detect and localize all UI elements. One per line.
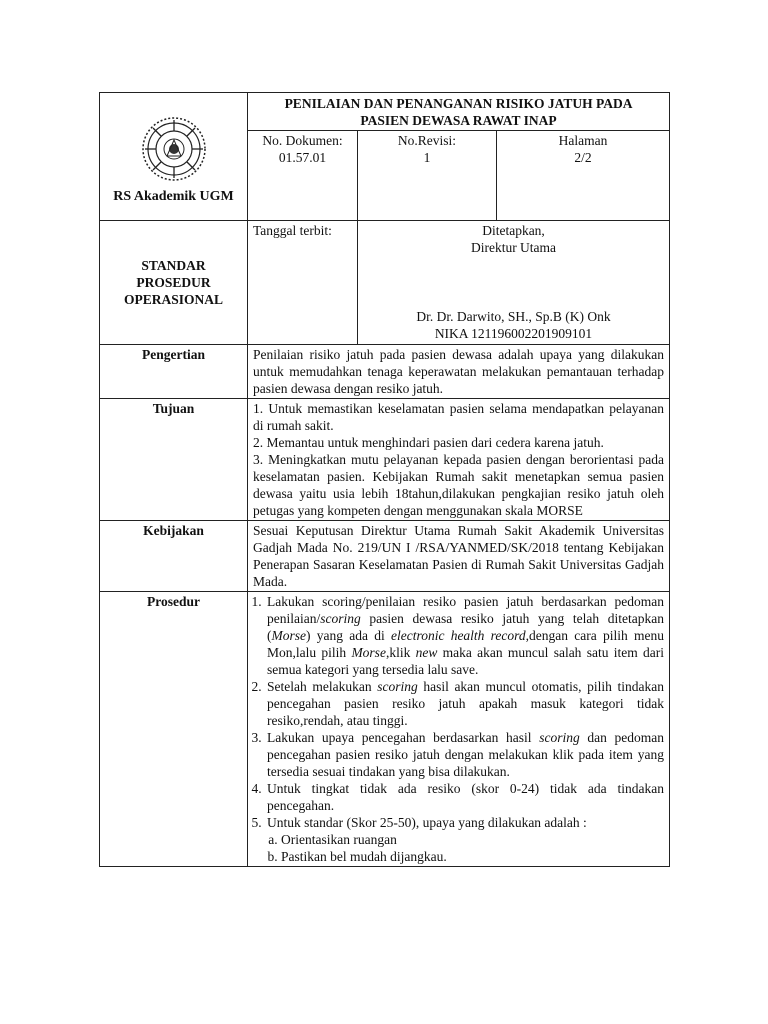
procedure-sub-list xyxy=(267,831,664,865)
director-name: Dr. Dr. Darwito, SH., Sp.B (K) Onk xyxy=(416,309,611,324)
revision-label: No.Revisi: xyxy=(397,133,457,148)
procedure-step: 5. Untuk standar (Skor 25-50), upaya yang dilakukan adalah : a. Orientasikan ruangan b. Pastikan bel mudah dijangkau. xyxy=(265,814,664,865)
tujuan-content xyxy=(248,399,670,521)
approved-label: Ditetapkan, xyxy=(482,223,545,238)
revision-value: 1 xyxy=(423,150,431,165)
doc-number-cell xyxy=(248,131,358,221)
hospital-logo-cell xyxy=(100,93,248,221)
page-cell xyxy=(497,131,670,221)
doc-number-label: No. Dokumen: xyxy=(262,133,343,148)
ugm-seal-icon xyxy=(141,116,207,182)
approval-block xyxy=(358,221,670,345)
kebijakan-label: Kebijakan xyxy=(100,521,248,592)
tujuan-item: 1. Untuk memastikan keselamatan pasien selama mendapatkan pelayanan di rumah sakit. xyxy=(253,401,665,433)
approver-title: Direktur Utama xyxy=(470,240,557,255)
sop-label: STANDAR PROSEDUR OPERASIONAL xyxy=(100,221,248,345)
issue-date-label: Tanggal terbit: xyxy=(253,223,332,238)
sop-table xyxy=(99,92,670,867)
procedure-sub-item: a. Orientasikan ruangan xyxy=(281,831,664,848)
revision-cell xyxy=(358,131,497,221)
doc-number-value: 01.57.01 xyxy=(278,150,327,165)
director-id: NIKA 121196002201909101 xyxy=(434,326,593,341)
prosedur-label: Prosedur xyxy=(100,592,248,867)
procedure-step: 2. Setelah melakukan scoring hasil akan muncul otomatis, pilih tindakan pencegahan pasien resiko jatuh apakah masuk kategori tidak resiko,rendah, atau tinggi. xyxy=(265,678,664,729)
pengertian-text: Penilaian risiko jatuh pada pasien dewasa adalah upaya yang dilakukan untuk memudahkan tenaga keperawatan melakukan pemantauan terhadap pasien dewasa dengan resiko jatuh. xyxy=(248,345,670,399)
procedure-list xyxy=(253,593,664,865)
procedure-step: 4. Untuk tingkat tidak ada resiko (skor 0-24) tidak ada tindakan pencegahan. xyxy=(265,780,664,814)
prosedur-content xyxy=(248,592,670,867)
issue-date-cell xyxy=(248,221,358,345)
page-value: 2/2 xyxy=(574,150,592,165)
procedure-step: 3. Lakukan upaya pencegahan berdasarkan hasil scoring dan pedoman pencegahan pasien resiko jatuh dengan melakukan klik pada item yang tersedia sesuai tindakan yang bisa dilakukan. xyxy=(265,729,664,780)
sop-document xyxy=(99,92,669,867)
page-label: Halaman xyxy=(558,133,608,148)
tujuan-item: 2. Memantau untuk menghindari pasien dari cedera karena jatuh. xyxy=(253,435,604,450)
tujuan-item: 3. Meningkatkan mutu pelayanan kepada pasien dengan berorientasi pada keselamatan pasien. Kebijakan Rumah sakit menetapkan semua pasien dewasa yaitu usia lebih 18tahun,dilakukan pengkajian resiko jatuh oleh petugas yang kompeten dengan menggunakan skala MORSE xyxy=(253,452,665,518)
document-title: PENILAIAN DAN PENANGANAN RISIKO JATUH PADA PASIEN DEWASA RAWAT INAP xyxy=(248,93,670,131)
tujuan-label: Tujuan xyxy=(100,399,248,521)
procedure-step: 1. Lakukan scoring/penilaian resiko pasien jatuh berdasarkan pedoman penilaian/scoring pasien dewasa resiko jatuh yang telah ditetapkan (Morse) yang ada di electronic health record,dengan cara pilih menu Mon,lalu pilih Morse,klik new maka akan muncul salah satu item dari semua kategori yang tersedia lalu save. xyxy=(265,593,664,678)
pengertian-label: Pengertian xyxy=(100,345,248,399)
hospital-name: RS Akademik UGM xyxy=(113,189,234,204)
procedure-sub-item: b. Pastikan bel mudah dijangkau. xyxy=(281,848,664,865)
kebijakan-text: Sesuai Keputusan Direktur Utama Rumah Sakit Akademik Universitas Gadjah Mada No. 219/UN I /RSA/YANMED/SK/2018 tentang Kebijakan Penerapan Sasaran Keselamatan Pasien di Rumah Sakit Universitas Gadjah Mada. xyxy=(248,521,670,592)
